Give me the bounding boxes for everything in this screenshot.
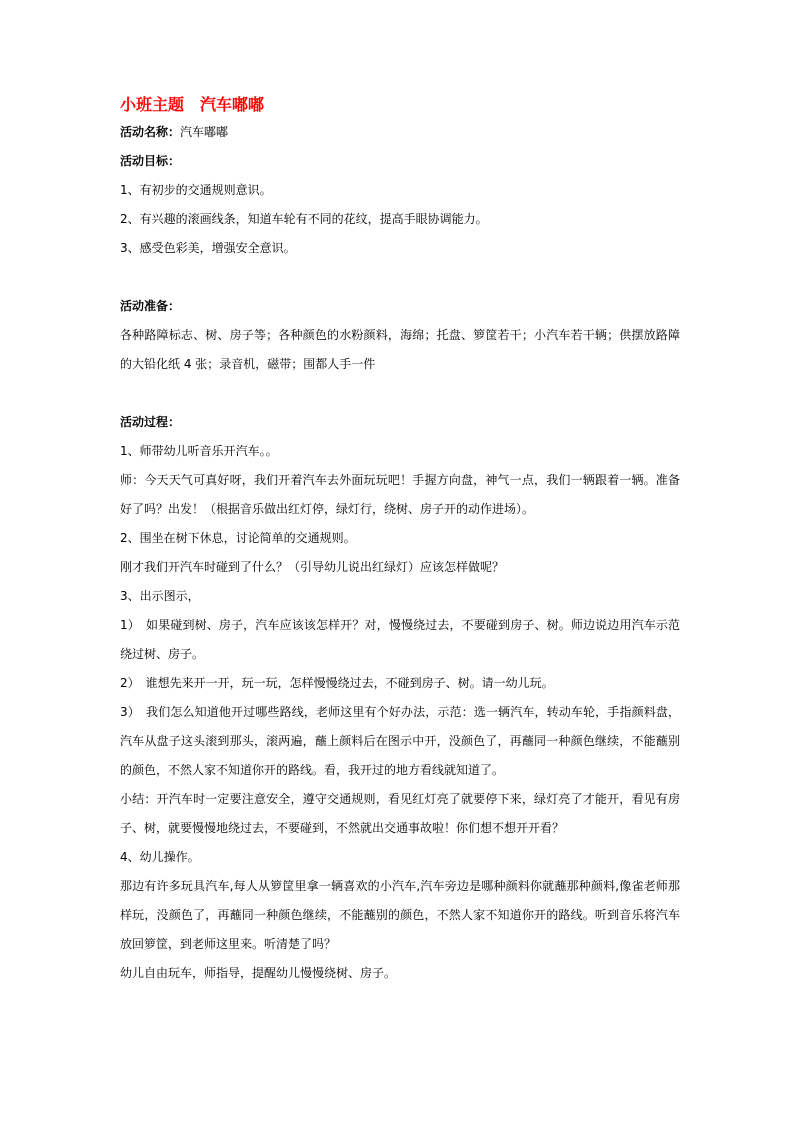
document-title (120, 92, 680, 118)
activity-name-value: 汽车嘟嘟 (180, 125, 229, 139)
activity-name-row (120, 118, 680, 147)
process-paragraph-1: 1、师带幼儿听音乐开汽车。。 (120, 444, 278, 458)
process-paragraph-6: 1） 如果碰到树、房子，汽车应该该怎样开？对，慢慢绕过去，不要碰到房子、树。师边说边用汽车示范绕过树、房子。 (120, 618, 680, 661)
process-paragraph-2: 师：今天天气可真好呀，我们开着汽车去外面玩玩吧！手握方向盘，神气一点，我们一辆跟着一辆。准备好了吗？出发！（根据音乐做出红灯停，绿灯行，绕树、房子开的动作进场）。 (120, 473, 680, 516)
spacer (120, 263, 680, 292)
goals-heading: 活动目标： (120, 154, 181, 168)
title-theme: 小班主题 (120, 95, 185, 114)
process-paragraph-5: 3、出示图示， (120, 589, 200, 603)
spacer (120, 379, 680, 408)
process-paragraph-3: 2、围坐在树下休息，讨论简单的交通规则。 (120, 531, 356, 545)
activity-name-label: 活动名称： (120, 125, 181, 139)
process-paragraph-4: 刚才我们开汽车时碰到了什么？（引导幼儿说出红绿灯）应该怎样做呢？ (120, 560, 505, 574)
process-paragraph-11: 那边有许多玩具汽车,每人从箩筐里拿一辆喜欢的小汽车,汽车旁边是哪种颜料你就蘸那种颜料,像雀老师那样玩，没颜色了，再蘸同一种颜色继续，不能蘸别的颜色，不然人家不知道你开的路线。听到音乐将汽车放回箩筐，到老师这里来。听清楚了吗？ (120, 879, 680, 951)
goal-item-2: 2、有兴趣的滚画线条，知道车轮有不同的花纹，提高手眼协调能力。 (120, 212, 488, 226)
process-paragraph-7: 2） 谁想先来开一开，玩一玩，怎样慢慢绕过去，不碰到房子、树。请一幼儿玩。 (120, 676, 554, 690)
preparation-text: 各种路障标志、树、房子等；各种颜色的水粉颜料，海绵；托盘、箩筐若干；小汽车若干辆；供摆放路障的大铅化纸 4 张；录音机，磁带；围都人手一件 (120, 328, 680, 371)
process-paragraph-9: 小结：开汽车时一定要注意安全，遵守交通规则，看见红灯亮了就要停下来，绿灯亮了才能开，看见有房子、树，就要慢慢地绕过去，不要碰到，不然就出交通事故啦！你们想不想开开看？ (120, 792, 680, 835)
process-paragraph-12: 幼儿自由玩车，师指导，提醒幼儿慢慢绕树、房子。 (120, 966, 397, 980)
goal-item-1: 1、有初步的交通规则意识。 (120, 183, 272, 197)
goal-item-3: 3、感受色彩美，增强安全意识。 (120, 241, 296, 255)
process-paragraph-8: 3） 我们怎么知道他开过哪些路线，老师这里有个好办法，示范：选一辆汽车，转动车轮，手指颜料盘，汽车从盘子这头滚到那头，滚两遍，蘸上颜料后在图示中开，没颜色了，再蘸同一种颜色继续，不能蘸别的颜色，不然人家不知道你开的路线。看，我开过的地方看线就知道了。 (120, 705, 680, 777)
title-name: 汽车嘟嘟 (200, 95, 265, 114)
document-content (120, 92, 680, 988)
process-heading: 活动过程： (120, 415, 181, 429)
process-paragraph-10: 4、幼儿操作。 (120, 850, 200, 864)
preparation-heading: 活动准备： (120, 299, 181, 313)
